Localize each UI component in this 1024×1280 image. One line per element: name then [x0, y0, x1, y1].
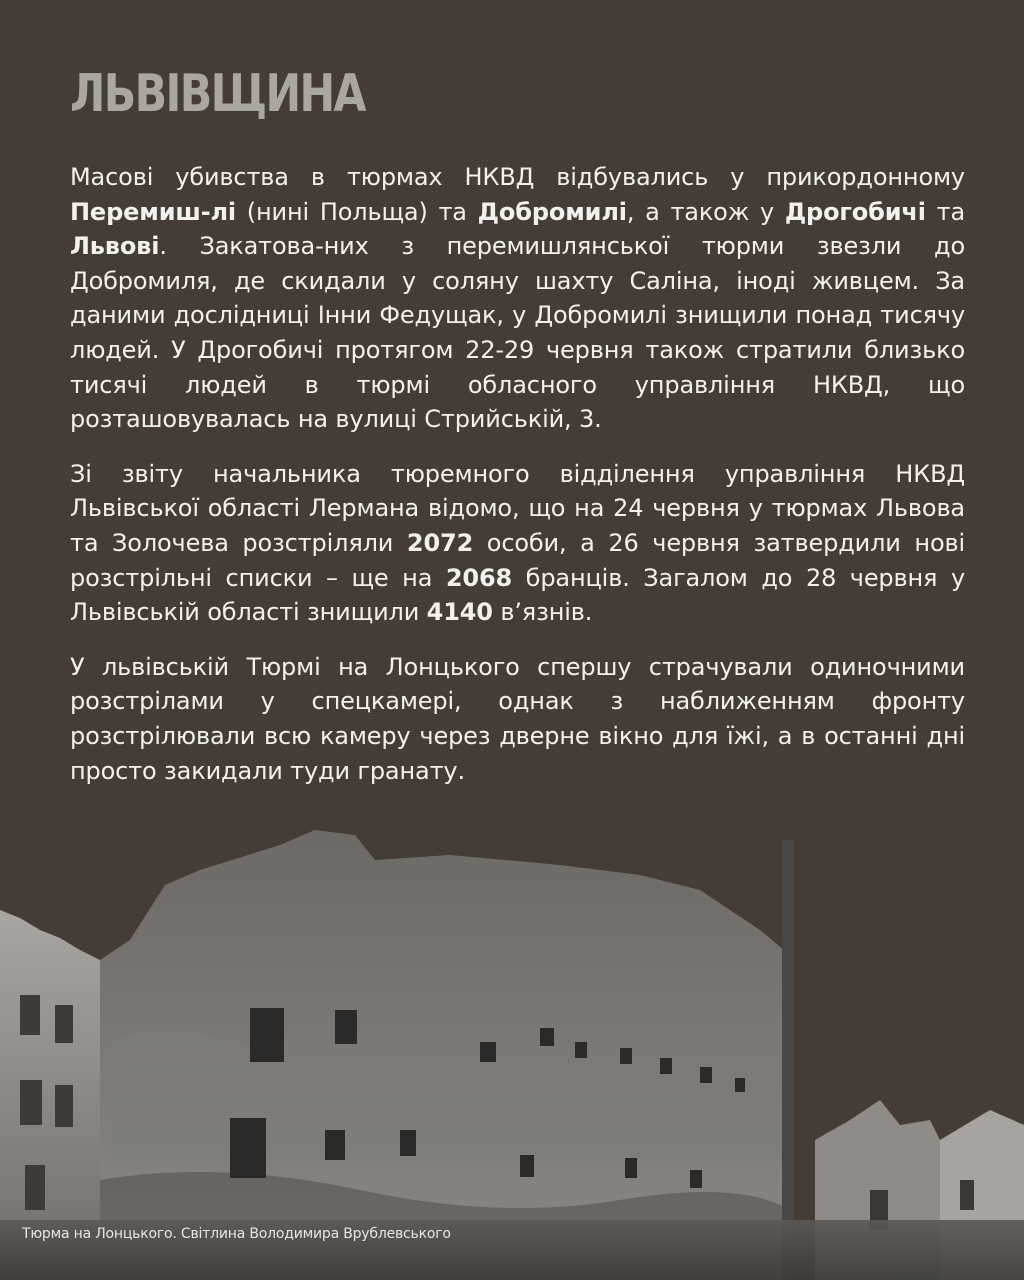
- bold-text: 2068: [445, 563, 513, 592]
- text-run: Зі звіту начальника тюремного відділення управління НКВД Львівської області Лермана відомо, що на 24 червня у тюрмах Львова та Золочева розстріляли: [70, 459, 965, 557]
- bold-text: 4140: [426, 598, 493, 627]
- text-run: в’язнів.: [492, 598, 593, 627]
- text-run: бранців. Загалом до 28 червня у Львівській області знищили: [70, 563, 965, 627]
- text-run: (нині Польща) та: [236, 197, 478, 226]
- text-run: У львівській Тюрмі на Лонцького спершу страчували одиночними розстрілами у спецкамері, однак з наближенням фронту розстрілювали всю камеру через дверне вікно для їжі, а в останні дні просто закидали туди гранату.: [70, 652, 965, 785]
- bold-text: Добромилі: [477, 197, 627, 226]
- paragraph-2: [70, 457, 965, 630]
- text-run: та: [925, 197, 966, 226]
- bold-text: Львові: [70, 232, 160, 261]
- text-run: , а також у: [626, 197, 785, 226]
- paragraph-1: [70, 160, 965, 437]
- text-run: . Закатова-них з перемишлянської тюрми звезли до Добромиля, де скидали у соляну шахту Саліна, іноді живцем. За даними дослідниці Інни Федущак, у Добромилі знищили понад тисячу людей. У Дрогобичі протягом 22-29 червня також стратили близько тисячі людей в тюрмі обласного управління НКВД, що розташовувалась на вулиці Стрийській, 3.: [70, 232, 965, 434]
- paragraph-3: [70, 650, 965, 788]
- bold-text: Перемиш-лі: [70, 197, 237, 226]
- photo-caption: Тюрма на Лонцького. Світлина Володимира Врублевського: [22, 1226, 451, 1242]
- text-run: особи, а 26 червня затвердили нові розстрільні списки – ще на: [70, 528, 965, 592]
- article-body: [70, 160, 965, 808]
- bold-text: 2072: [406, 528, 474, 557]
- page-heading: ЛЬВІВЩИНА: [70, 64, 365, 124]
- prison-building-photo: [0, 780, 1024, 1280]
- bold-text: Дрогобичі: [784, 197, 926, 226]
- text-run: Масові убивства в тюрмах НКВД відбувались у прикордонному: [70, 163, 965, 191]
